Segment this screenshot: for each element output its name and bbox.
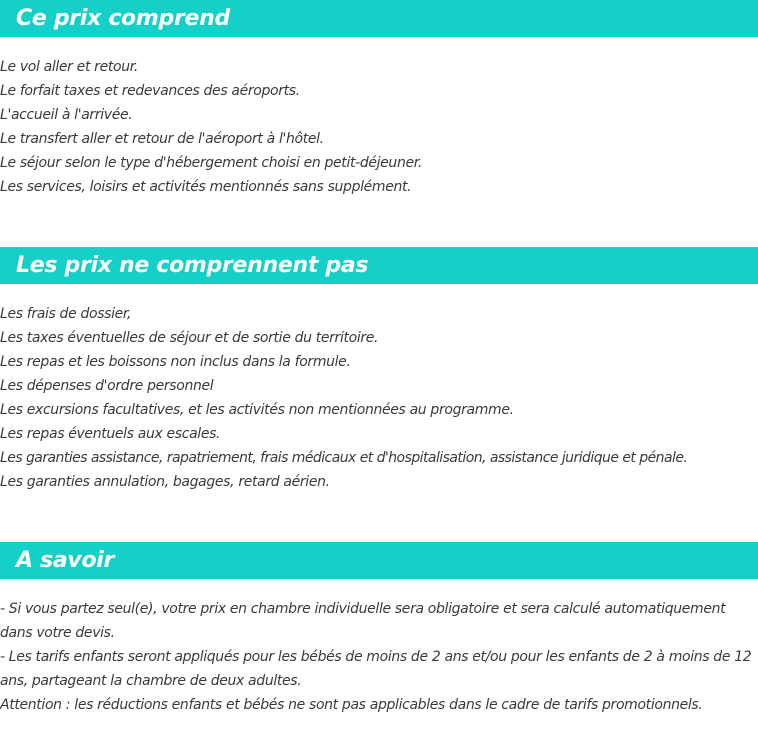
included-item: Le forfait taxes et redevances des aéroports. — [0, 83, 300, 99]
included-item: Le transfert aller et retour de l'aéroport à l'hôtel. — [0, 131, 324, 147]
excluded-list — [0, 284, 758, 494]
included-section — [0, 0, 758, 199]
excluded-item: Les excursions facultatives, et les activités non mentionnées au programme. — [0, 402, 514, 418]
to-know-paragraph: - Si vous partez seul(e), votre prix en chambre individuelle sera obligatoire et sera calculé automatiquement dans votre devis. — [0, 601, 726, 641]
excluded-item: Les dépenses d'ordre personnel — [0, 378, 214, 394]
to-know-text — [0, 579, 758, 717]
excluded-item: Les taxes éventuelles de séjour et de sortie du territoire. — [0, 330, 379, 346]
included-item: Le vol aller et retour. — [0, 59, 138, 75]
excluded-item: Les repas et les boissons non inclus dans la formule. — [0, 354, 351, 370]
included-item: Les services, loisirs et activités mentionnés sans supplément. — [0, 179, 412, 195]
excluded-title: Les prix ne comprennent pas — [16, 252, 369, 278]
excluded-item: Les garanties annulation, bagages, retard aérien. — [0, 474, 330, 490]
excluded-item: Les repas éventuels aux escales. — [0, 426, 221, 442]
included-item: L'accueil à l'arrivée. — [0, 107, 133, 123]
to-know-header — [0, 542, 758, 579]
excluded-item: Les garanties assistance, rapatriement, frais médicaux et d'hospitalisation, assistance juridique et pénale. — [0, 450, 688, 466]
excluded-item: Les frais de dossier, — [0, 306, 132, 322]
included-list — [0, 37, 758, 199]
included-header — [0, 0, 758, 37]
to-know-title: A savoir — [16, 547, 115, 573]
excluded-section — [0, 247, 758, 494]
to-know-paragraph: Attention : les réductions enfants et bébés ne sont pas applicables dans le cadre de tarifs promotionnels. — [0, 697, 703, 713]
to-know-section — [0, 542, 758, 717]
included-item: Le séjour selon le type d'hébergement choisi en petit-déjeuner. — [0, 155, 422, 171]
included-title: Ce prix comprend — [16, 5, 230, 31]
excluded-header — [0, 247, 758, 284]
to-know-paragraph: - Les tarifs enfants seront appliqués pour les bébés de moins de 2 ans et/ou pour les enfants de 2 à moins de 12 ans, partageant la chambre de deux adultes. — [0, 649, 752, 689]
